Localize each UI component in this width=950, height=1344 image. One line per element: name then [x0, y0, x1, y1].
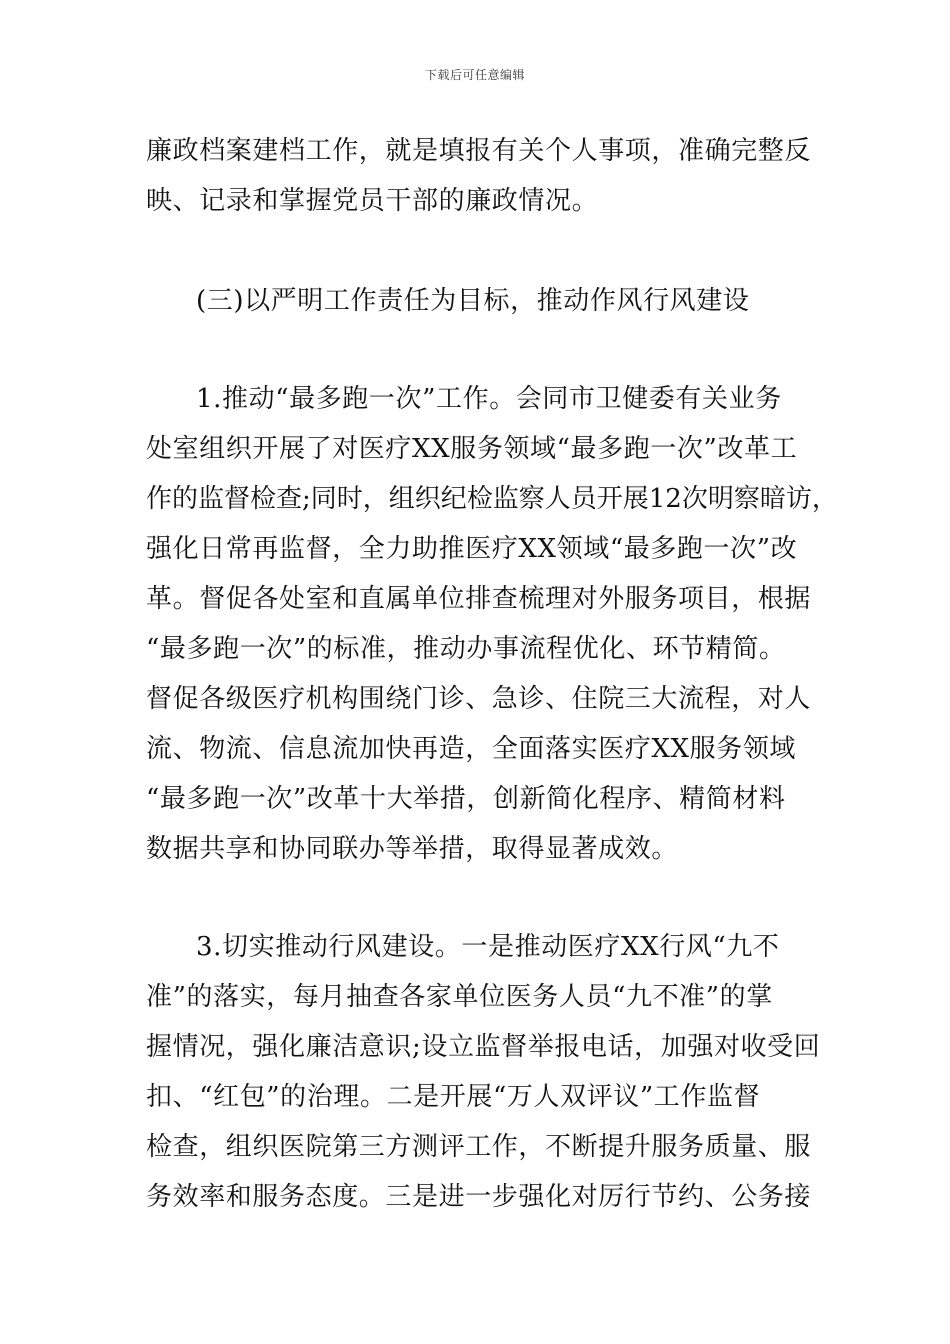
- text-line: “最多跑一次”的标准，推动办事流程优化、环节精简。: [146, 634, 786, 664]
- text-line: 1.推动“最多跑一次”工作。会同市卫健委有关业务: [196, 384, 782, 414]
- text-line: 数据共享和协同联办等举措，取得显著成效。: [146, 834, 679, 864]
- text-line: 3.切实推动行风建设。一是推动医疗XX行风“九不: [196, 932, 780, 962]
- text-line: 强化日常再监督，全力助推医疗XX领域“最多跑一次”改: [146, 534, 798, 564]
- text-line: 映、记录和掌握党员干部的廉政情况。: [146, 186, 599, 216]
- text-line: 扣、“红包”的治理。二是开展“万人双评议”工作监督: [146, 1082, 761, 1112]
- text-line: 革。督促各处室和直属单位排查梳理对外服务项目，根据: [146, 584, 812, 614]
- text-line: 督促各级医疗机构围绕门诊、急诊、住院三大流程，对人: [146, 684, 812, 714]
- text-line: 检查，组织医院第三方测评工作，不断提升服务质量、服: [146, 1132, 812, 1162]
- text-line: 务效率和服务态度。三是进一步强化对厉行节约、公务接: [146, 1182, 812, 1212]
- text-line: 准”的落实，每月抽查各家单位医务人员“九不准”的掌: [146, 982, 773, 1012]
- text-line: 处室组织开展了对医疗XX服务领域“最多跑一次”改革工: [146, 434, 798, 464]
- page-header: 下载后可任意编辑: [424, 68, 525, 82]
- text-line: 廉政档案建档工作，就是填报有关个人事项，准确完整反: [146, 136, 812, 166]
- section-heading: (三)以严明工作责任为目标，推动作风行风建设: [196, 286, 750, 316]
- text-line: “最多跑一次”改革十大举措，创新简化程序、精简材料: [146, 784, 786, 814]
- text-line: 流、物流、信息流加快再造，全面落实医疗XX服务领域: [146, 734, 797, 764]
- text-line: 作的监督检查;同时，组织纪检监察人员开展12次明察暗访，: [146, 484, 838, 514]
- text-line: 握情况，强化廉洁意识;设立监督举报电话，加强对收受回: [146, 1032, 821, 1062]
